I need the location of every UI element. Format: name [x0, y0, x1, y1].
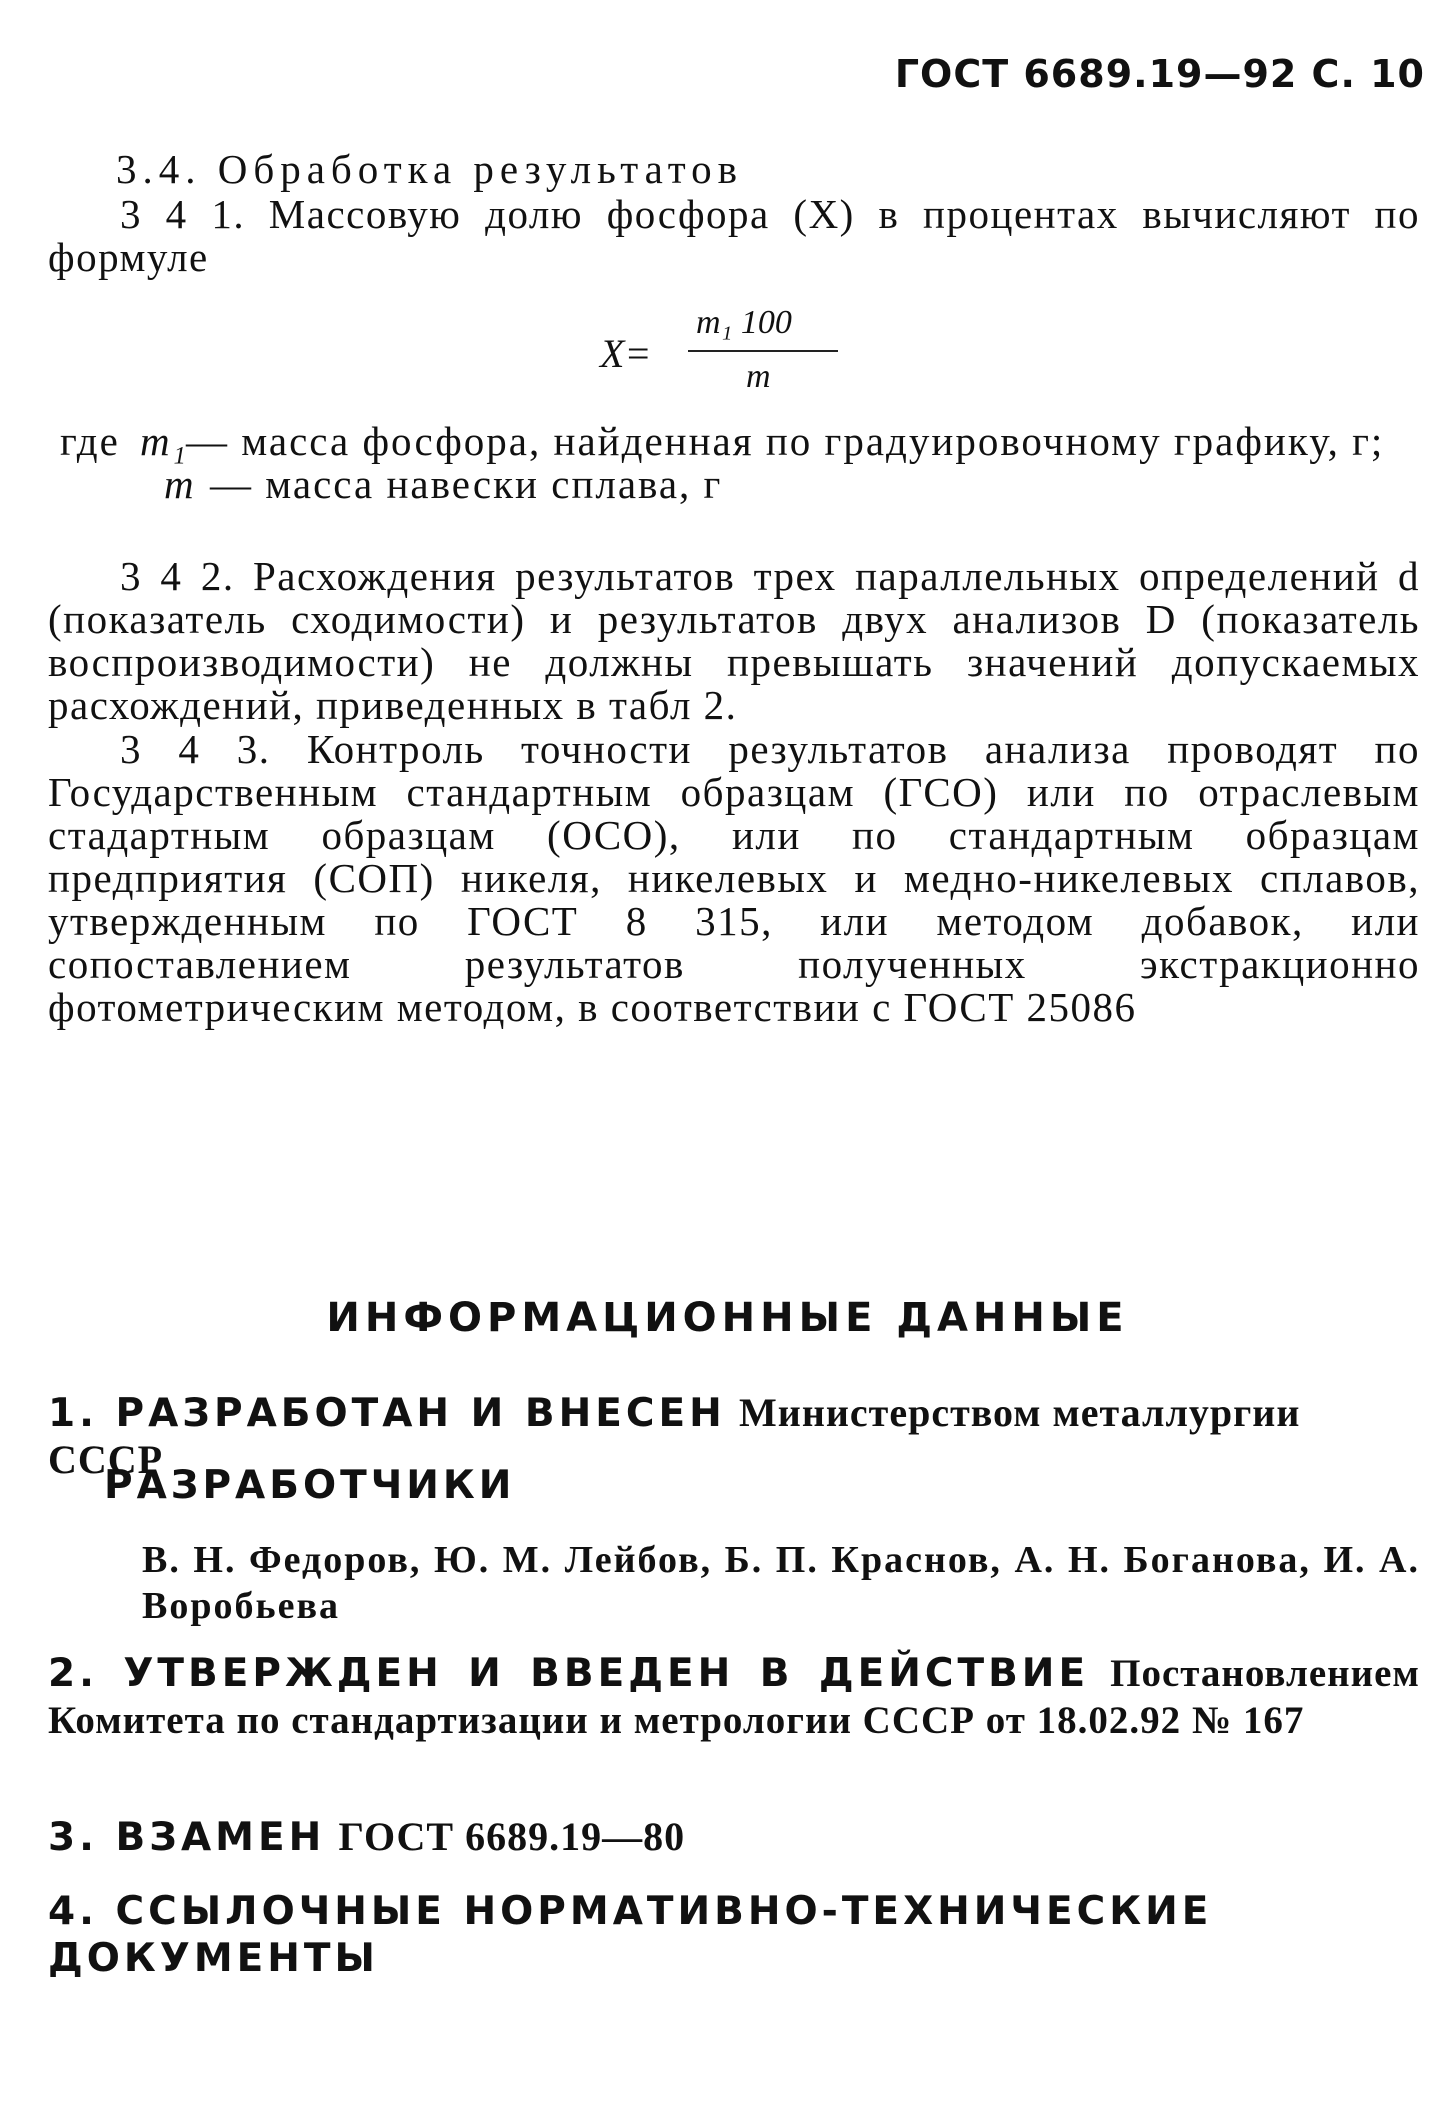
info-item-1-key: 1. РАЗРАБОТАН И ВНЕСЕН: [48, 1391, 726, 1436]
where-symbol: m: [164, 461, 196, 507]
info-item-2-key: 2. УТВЕРЖДЕН И ВВЕДЕН В ДЕЙСТВИЕ: [48, 1651, 1090, 1696]
paragraph-3-4-2: 3 4 2. Расхождения результатов трех параллельных определений d (показатель сходимости) и результатов двух анализов D (показатель воспроизводимости) не должны превышать значений допускаемых расхождений, приведенных в табл 2.: [48, 553, 1420, 728]
paragraph-3-4-1: 3 4 1. Массовую долю фосфора (X) в процентах вычисляют по формуле: [48, 191, 1420, 280]
where-row: [60, 463, 1420, 506]
where-symbol: m₁: [140, 418, 188, 464]
info-item-4-key: 4. ССЫЛОЧНЫЕ НОРМАТИВНО-ТЕХНИЧЕСКИЕ ДОКУМЕНТЫ: [48, 1889, 1213, 1981]
formula-lhs: X=: [600, 331, 652, 376]
where-text: — масса навески сплава, г: [210, 461, 723, 507]
where-prefix: где: [60, 418, 120, 464]
info-item-1-value: Министерством металлургии СССР: [48, 1390, 1301, 1482]
info-item-3-value: ГОСТ 6689.19—80: [338, 1814, 686, 1859]
info-item-3: [48, 1814, 1420, 1861]
info-heading: ИНФОРМАЦИОННЫЕ ДАННЫЕ: [326, 1295, 1129, 1341]
formula-numerator: m₁ 100: [696, 304, 792, 341]
section-title: 3.4. Обработка результатов: [116, 146, 744, 192]
developers-label-text: РАЗРАБОТЧИКИ: [104, 1463, 516, 1508]
developers-label: [104, 1462, 1455, 1509]
where-spacer: [60, 463, 140, 506]
developers-list: В. Н. Федоров, Ю. М. Лейбов, Б. П. Краснов, А. Н. Боганова, И. А. Воробьева: [142, 1539, 1420, 1627]
fraction-bar: [688, 350, 838, 352]
where-block: [60, 420, 1420, 506]
formula-denominator: m: [746, 358, 771, 395]
paragraph-3-4-3: 3 4 3. Контроль точности результатов анализа проводят по Государственным стандартным образцам (ГСО) или по отраслевым стадартным образцам (ОСО), или по стандартным образцам предприятия (СОП) никеля, никелевых и медно-никелевых сплавов, утвержденным по ГОСТ 8 315, или методом добавок, или сопоставлением результатов полученных экстракционно фотометрическим методом, в соответствии с ГОСТ 25086: [48, 726, 1420, 1030]
where-row: [60, 420, 1420, 463]
running-header: ГОСТ 6689.19—92 С. 10: [894, 52, 1425, 96]
info-item-3-key: 3. ВЗАМЕН: [48, 1815, 326, 1860]
info-item-4: [48, 1888, 1420, 1982]
formula: [600, 304, 860, 400]
where-text: — масса фосфора, найденная по градуировочному графику, г;: [186, 418, 1385, 464]
info-item-2: [48, 1650, 1420, 1744]
info-item-2-value: Постановлением Комитета по стандартизации и метрологии СССР от 18.02.92 № 167: [48, 1652, 1420, 1742]
